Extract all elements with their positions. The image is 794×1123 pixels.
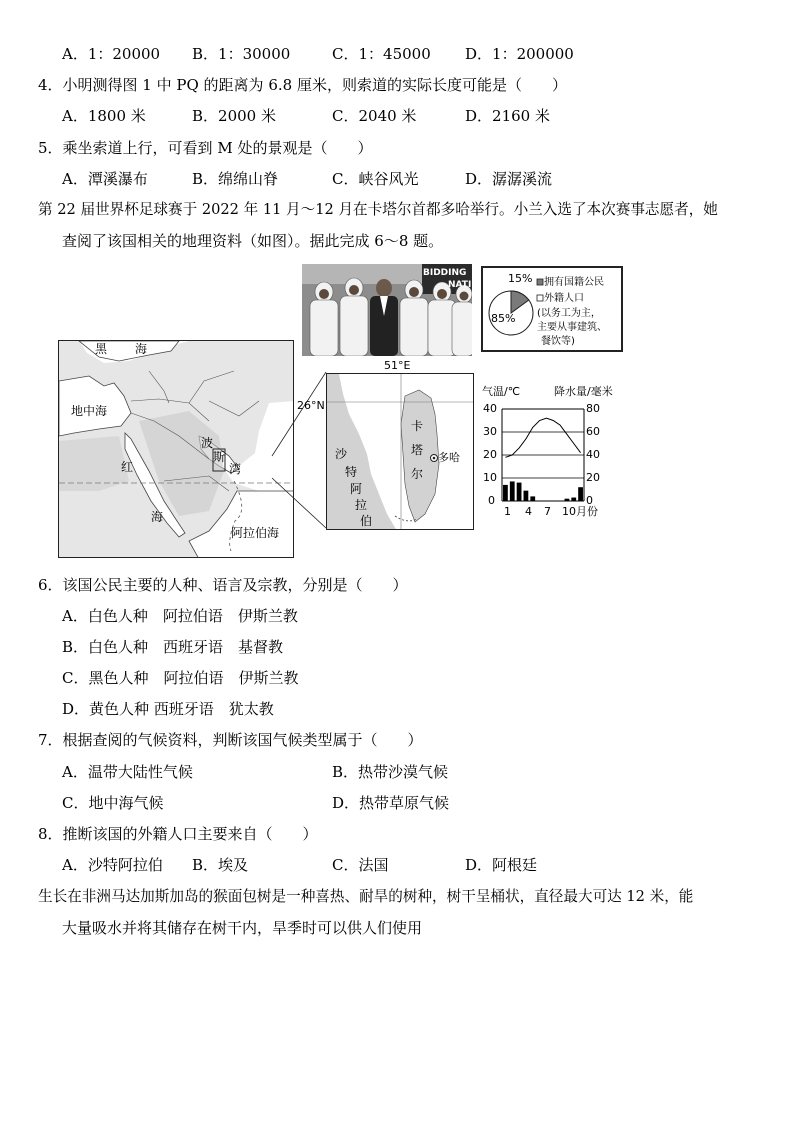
doha-climate-chart <box>480 386 628 520</box>
precipitation-bar-month-11 <box>571 498 576 501</box>
intro-line-2: 查阅了该国相关的地理资料（如图）。据此完成 6～8 题。 <box>62 232 444 250</box>
q6-option-d: D．黄色人种 西班牙语 犹太教 <box>62 700 274 718</box>
inset-qatar-3: 尔 <box>410 467 423 481</box>
q4-option-c: C．2040 米 <box>332 107 417 125</box>
q4-stem: 4．小明测得图 1 中 PQ 的距离为 6.8 厘米，则索道的实际长度可能是（ ） <box>38 76 567 94</box>
precip-tick-20: 20 <box>586 471 600 484</box>
q3-option-a: A．1：20000 <box>62 45 161 63</box>
qatar-inset-map <box>326 373 474 530</box>
q5-option-c: C．峡谷风光 <box>332 170 419 188</box>
precip-axis-label: 降水量/毫米 <box>554 385 613 398</box>
precipitation-bars <box>503 481 583 501</box>
q7-option-c: C．地中海气候 <box>62 794 164 812</box>
q6-stem: 6．该国公民主要的人种、语言及宗教，分别是（ ） <box>38 576 408 594</box>
inset-longitude: 51°E <box>384 359 411 372</box>
map-label-red-sea-1: 红 <box>121 460 134 474</box>
precipitation-bar-month-10 <box>565 499 570 501</box>
q8-stem: 8．推断该国的外籍人口主要来自（ ） <box>38 825 318 843</box>
photo-banner-text-2: NATI <box>448 280 472 290</box>
map-label-gulf-2: 斯 <box>213 450 226 464</box>
temperature-curve <box>505 418 580 457</box>
q6-option-b: B．白色人种 西班牙语 基督教 <box>62 638 284 656</box>
q7-option-b: B．热带沙漠气候 <box>332 763 449 781</box>
q3-option-b: B．1：30000 <box>192 45 291 63</box>
q4-option-d: D．2160 米 <box>465 107 550 125</box>
precipitation-bar-month-4 <box>524 491 529 501</box>
map-label-gulf-3: 湾 <box>229 462 242 476</box>
q6-option-a: A．白色人种 阿拉伯语 伊斯兰教 <box>62 607 298 625</box>
map-label-black-sea-1: 黑 <box>95 342 108 356</box>
precipitation-bar-month-1 <box>503 485 508 501</box>
precipitation-bar-month-12 <box>578 487 583 501</box>
q3-option-c: C．1：45000 <box>332 45 431 63</box>
middle-east-map <box>58 340 294 558</box>
pie-label-citizens: 15% <box>508 272 533 285</box>
q3-option-d: D．1：200000 <box>465 45 574 63</box>
legend-swatch-foreign <box>537 295 543 301</box>
inset-saudi-5: 伯 <box>359 514 372 528</box>
temp-tick-20: 20 <box>483 448 497 461</box>
outro-line-1: 生长在非洲马达加斯加岛的猴面包树是一种喜热、耐旱的树种，树干呈桶状，直径最大可达 12 米，能 <box>38 888 694 905</box>
population-pie-box <box>481 266 623 352</box>
precip-tick-0: 0 <box>586 494 593 507</box>
q7-option-d: D．热带草原气候 <box>332 794 450 812</box>
foreign-note-1: (以务工为主， <box>537 308 601 319</box>
q5-option-b: B．绵绵山脊 <box>192 170 279 188</box>
month-tick-7: 7 <box>544 505 551 518</box>
map-label-arabian-sea: 阿拉伯海 <box>231 526 280 540</box>
q7-stem: 7．根据查阅的气候资料，判断该国气候类型属于（ ） <box>38 731 423 749</box>
intro-line-1: 第 22 届世界杯足球赛于 2022 年 11 月～12 月在卡塔尔首都多哈举行。小兰入选了本次赛事志愿者，她 <box>38 201 718 218</box>
map-label-gulf-1: 波 <box>201 436 214 450</box>
map-label-red-sea-2: 海 <box>151 510 164 524</box>
q4-option-a: A．1800 米 <box>62 107 146 125</box>
temp-tick-10: 10 <box>483 471 497 484</box>
precipitation-bar-month-3 <box>517 483 522 501</box>
month-tick-4: 4 <box>525 505 532 518</box>
inset-qatar-1: 卡 <box>410 419 423 433</box>
q5-option-a: A．潭溪瀑布 <box>62 170 148 188</box>
foreign-note-2: 主要从事建筑、 <box>537 322 607 333</box>
precip-tick-60: 60 <box>586 425 600 438</box>
climate-chart-plot <box>480 386 628 520</box>
inset-saudi-2: 特 <box>344 465 357 479</box>
volunteers-photo <box>302 264 472 356</box>
q8-option-b: B．埃及 <box>192 856 249 874</box>
precip-tick-80: 80 <box>586 402 600 415</box>
foreign-note-3: 餐饮等) <box>541 336 575 347</box>
q8-option-a: A．沙特阿拉伯 <box>62 856 163 874</box>
q4-option-b: B．2000 米 <box>192 107 276 125</box>
map-label-black-sea-2: 海 <box>135 342 148 356</box>
precipitation-bar-month-2 <box>510 481 515 501</box>
inset-latitude: 26°N <box>297 399 325 412</box>
temp-axis-label: 气温/℃ <box>482 385 521 398</box>
legend-citizens: 拥有国籍公民 <box>544 277 604 288</box>
map-label-mediterranean: 地中海 <box>71 404 108 418</box>
month-tick-10: 10月份 <box>562 505 598 518</box>
legend-foreign: 外籍人口 <box>544 293 584 304</box>
month-tick-1: 1 <box>504 505 511 518</box>
inset-qatar-2: 塔 <box>410 443 423 457</box>
q8-option-c: C．法国 <box>332 856 389 874</box>
precipitation-bar-month-5 <box>530 496 535 501</box>
q8-option-d: D．阿根廷 <box>465 856 538 874</box>
inset-saudi-4: 拉 <box>354 498 367 512</box>
inset-doha-label: 多哈 <box>438 451 460 464</box>
legend-swatch-citizens <box>537 279 543 285</box>
q6-option-c: C．黑色人种 阿拉伯语 伊斯兰教 <box>62 669 299 687</box>
q7-option-a: A．温带大陆性气候 <box>62 763 193 781</box>
precip-tick-40: 40 <box>586 448 600 461</box>
photo-banner-text: BIDDING <box>423 268 467 278</box>
temp-tick-0: 0 <box>488 494 495 507</box>
temp-tick-30: 30 <box>483 425 497 438</box>
inset-saudi-3: 阿 <box>349 482 362 496</box>
q5-stem: 5．乘坐索道上行，可看到 M 处的景观是（ ） <box>38 139 373 157</box>
inset-saudi-1: 沙 <box>334 447 347 461</box>
outro-line-2: 大量吸水并将其储存在树干内，旱季时可以供人们使用 <box>62 919 423 937</box>
q5-option-d: D．潺潺溪流 <box>465 170 553 188</box>
temp-tick-40: 40 <box>483 402 497 415</box>
inset-connector-lines <box>270 370 330 530</box>
pie-label-foreign: 85% <box>491 312 516 325</box>
